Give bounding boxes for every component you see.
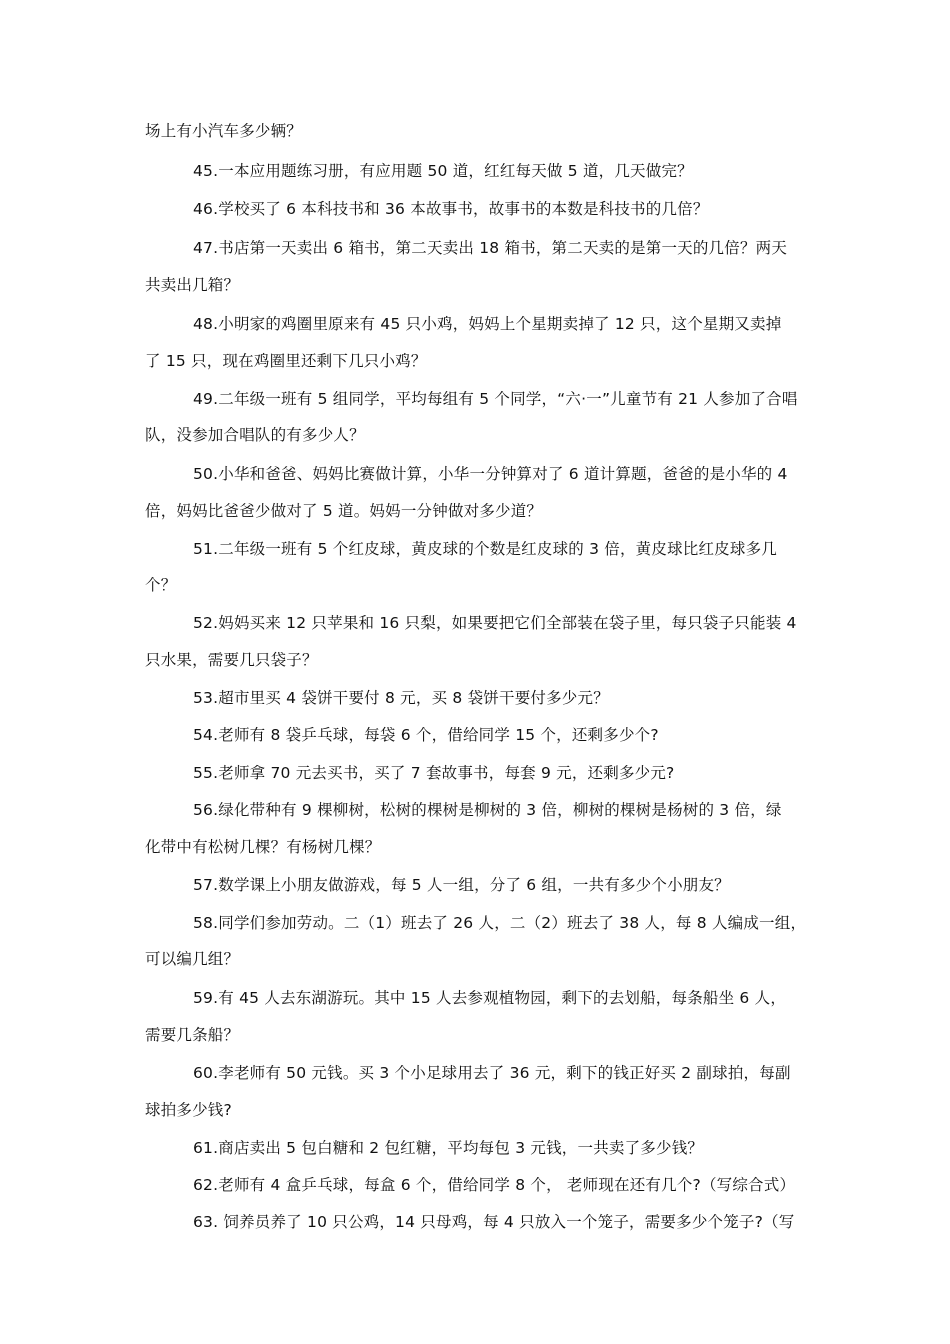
- question-45: 45.一本应用题练习册，有应用题 50 道，红红每天做 5 道，几天做完？: [193, 162, 693, 180]
- question-60: 60.李老师有 50 元钱。买 3 个小足球用去了 36 元，剩下的钱正好买 2 副球拍，每副: [193, 1064, 791, 1082]
- text-line: 倍，妈妈比爸爸少做对了 5 道。妈妈一分钟做对多少道？: [145, 502, 543, 520]
- question-52: 52.妈妈买来 12 只苹果和 16 只梨，如果要把它们全部装在袋子里，每只袋子只能装 4: [193, 614, 797, 632]
- question-51: 51.二年级一班有 5 个红皮球，黄皮球的个数是红皮球的 3 倍，黄皮球比红皮球多几: [193, 540, 777, 558]
- text-line: 可以编几组？: [145, 950, 240, 968]
- text-line: 需要几条船？: [145, 1026, 240, 1044]
- question-56: 56.绿化带种有 9 棵柳树，松树的棵树是柳树的 3 倍，柳树的棵树是杨树的 3 倍，绿: [193, 801, 782, 819]
- text-line: 场上有小汽车多少辆？: [145, 122, 303, 140]
- text-line: 队，没参加合唱队的有多少人？: [145, 426, 365, 444]
- question-57: 57.数学课上小朋友做游戏，每 5 人一组，分了 6 组，一共有多少个小朋友？: [193, 876, 730, 894]
- question-53: 53.超市里买 4 袋饼干要付 8 元，买 8 袋饼干要付多少元？: [193, 689, 609, 707]
- question-50: 50.小华和爸爸、妈妈比赛做计算，小华一分钟算对了 6 道计算题，爸爸的是小华的 4: [193, 465, 788, 483]
- question-49: 49.二年级一班有 5 组同学，平均每组有 5 个同学，“六·一”儿童节有 21 人参加了合唱: [193, 390, 798, 408]
- text-line: 只水果，需要几只袋子？: [145, 651, 318, 669]
- question-59: 59.有 45 人去东湖游玩。其中 15 人去参观植物园，剩下的去划船，每条船坐 6 人，: [193, 989, 787, 1007]
- question-61: 61.商店卖出 5 包白糖和 2 包红糖，平均每包 3 元钱，一共卖了多少钱？: [193, 1139, 704, 1157]
- text-line: 化带中有松树几棵？有杨树几棵？: [145, 838, 381, 856]
- text-line: 共卖出几箱？: [145, 276, 240, 294]
- text-line: 球拍多少钱?: [145, 1101, 232, 1119]
- question-58: 58.同学们参加劳动。二（1）班去了 26 人，二（2）班去了 38 人，每 8 人编成一组，: [193, 914, 807, 932]
- question-62: 62.老师有 4 盒乒乓球，每盒 6 个，借给同学 8 个， 老师现在还有几个?（写综合式）: [193, 1176, 796, 1194]
- question-46: 46.学校买了 6 本科技书和 36 本故事书，故事书的本数是科技书的几倍？: [193, 200, 709, 218]
- question-47: 47.书店第一天卖出 6 箱书，第二天卖出 18 箱书，第二天卖的是第一天的几倍？两天: [193, 239, 788, 257]
- question-55: 55.老师拿 70 元去买书，买了 7 套故事书，每套 9 元，还剩多少元?: [193, 764, 675, 782]
- text-line: 个？: [145, 576, 177, 594]
- text-line: 了 15 只，现在鸡圈里还剩下几只小鸡？: [145, 352, 427, 370]
- question-54: 54.老师有 8 袋乒乓球，每袋 6 个，借给同学 15 个，还剩多少个?: [193, 726, 659, 744]
- question-48: 48.小明家的鸡圈里原来有 45 只小鸡，妈妈上个星期卖掉了 12 只，这个星期又卖掉: [193, 315, 782, 333]
- question-63: 63. 饲养员养了 10 只公鸡，14 只母鸡，每 4 只放入一个笼子，需要多少个笼子?（写: [193, 1213, 795, 1231]
